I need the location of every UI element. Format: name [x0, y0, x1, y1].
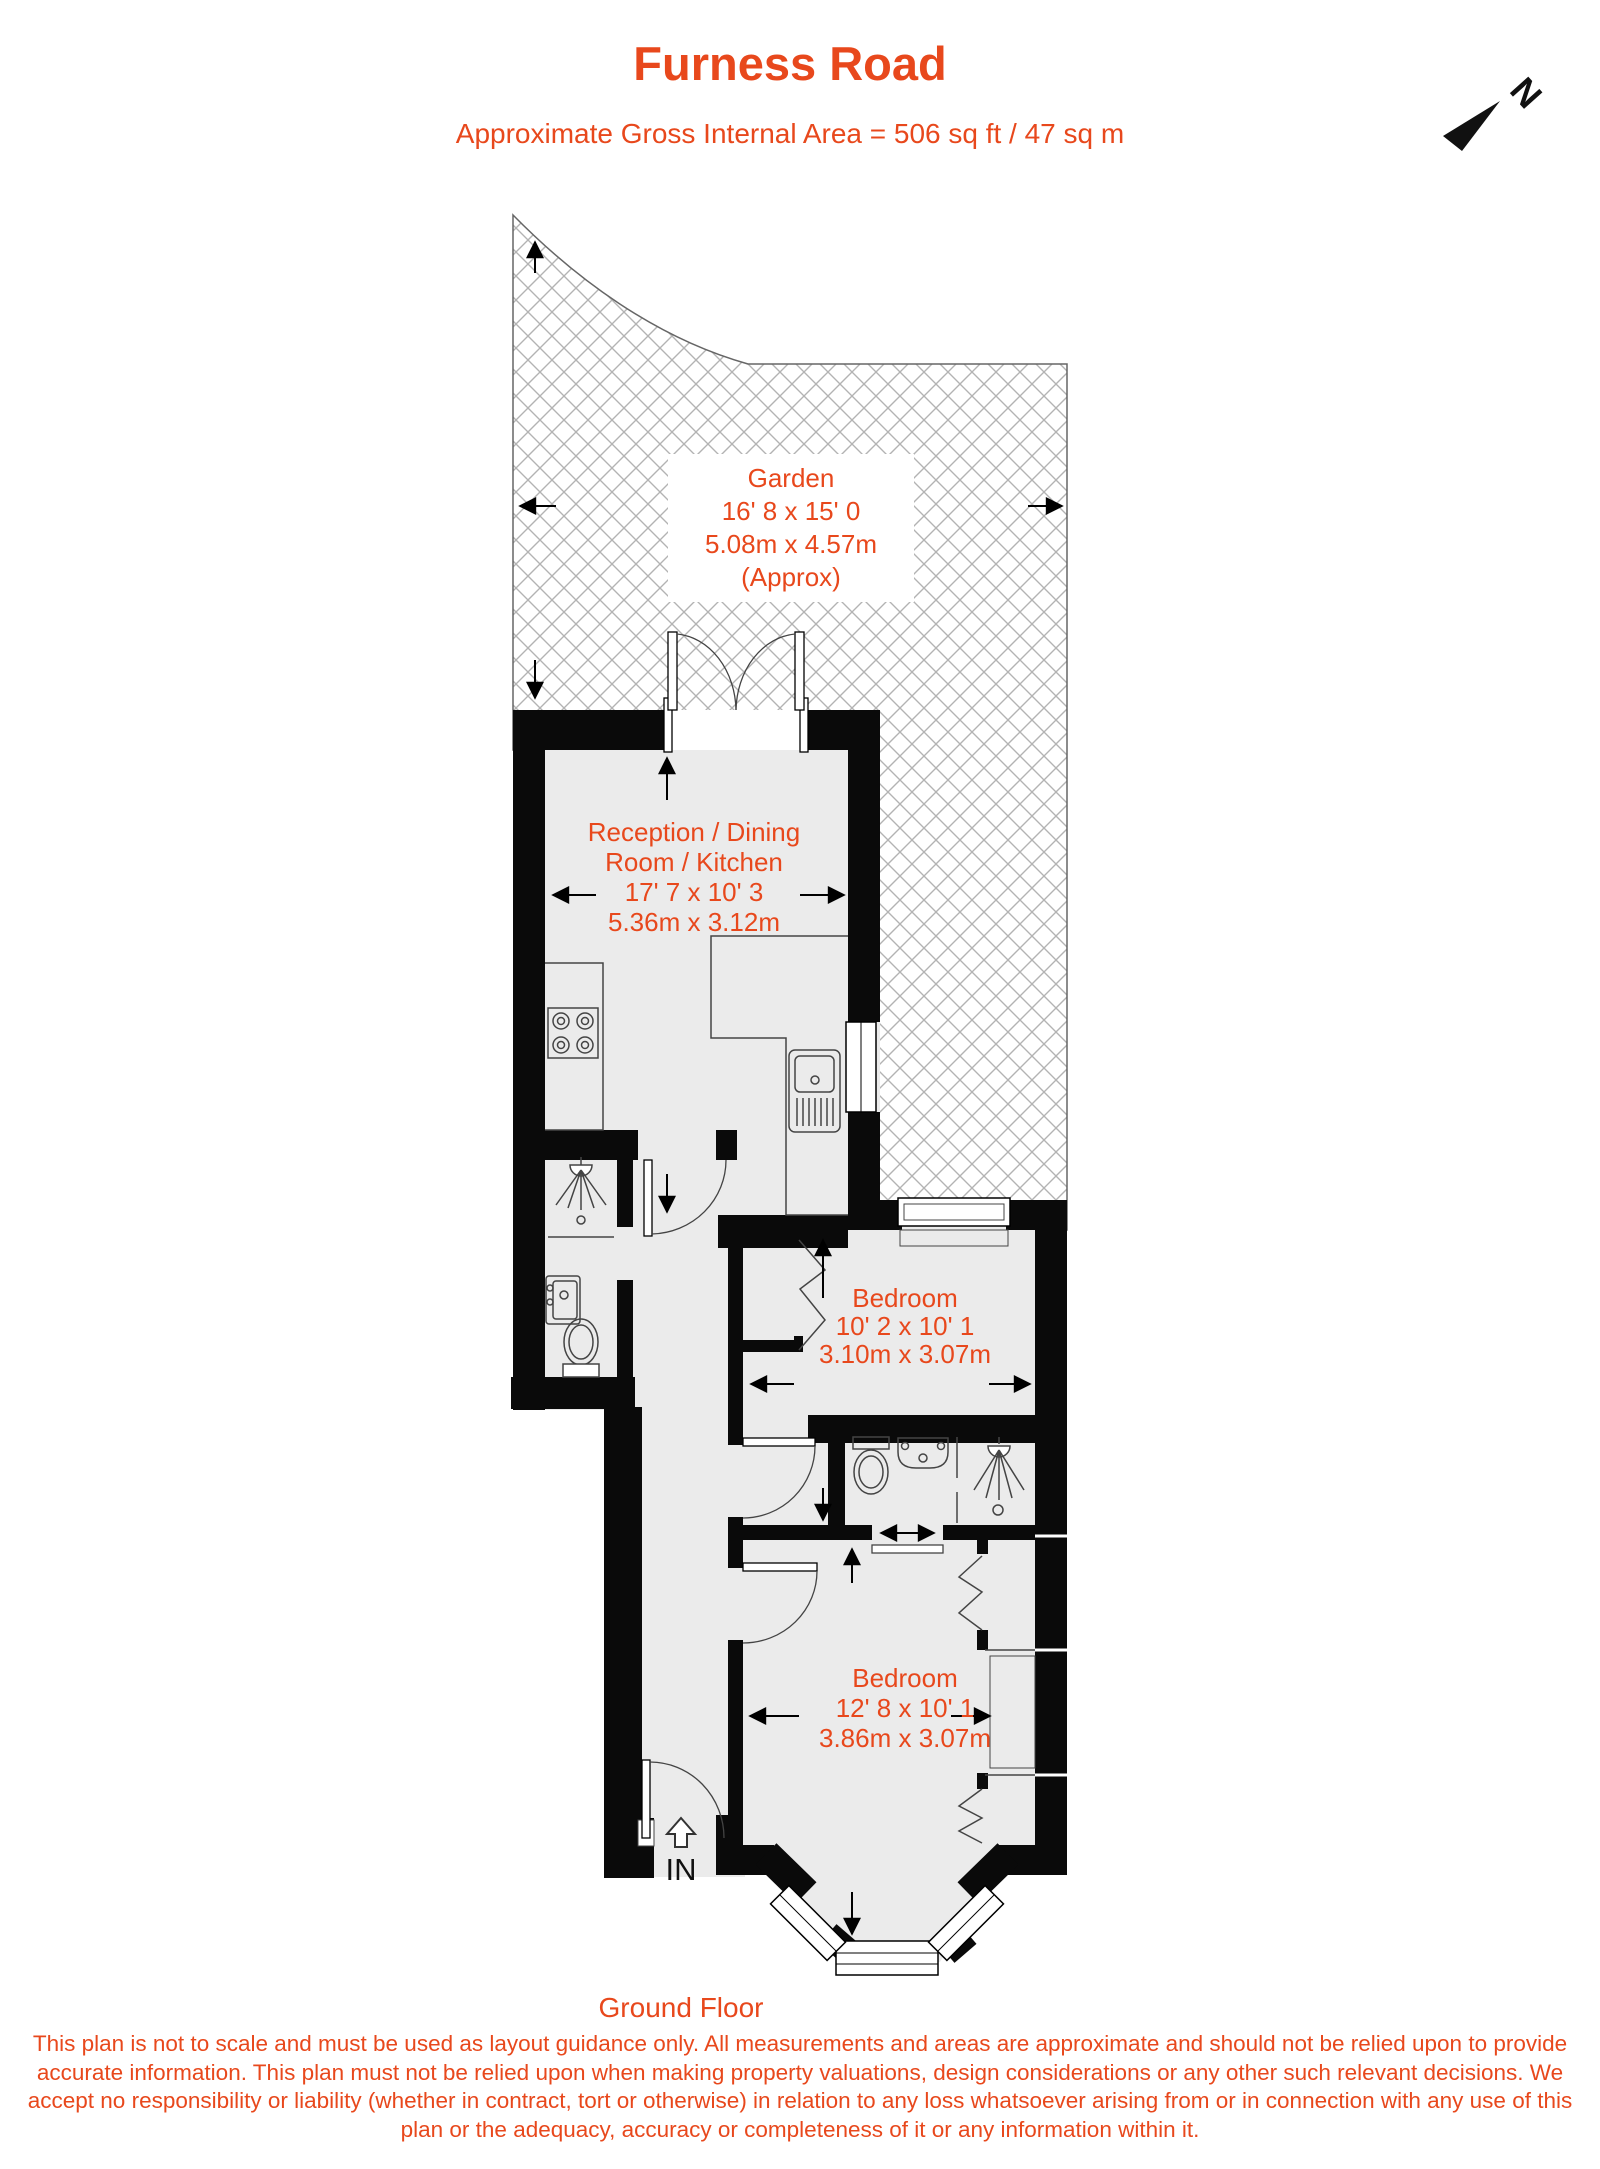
bedroom1-name: Bedroom [852, 1283, 958, 1313]
page-title: Furness Road [633, 37, 947, 90]
bedroom1-window [898, 1198, 1010, 1246]
garden-dims-metric: 5.08m x 4.57m [705, 529, 877, 559]
reception-name-2: Room / Kitchen [605, 847, 783, 877]
disclaimer-text: This plan is not to scale and must be used as layout guidance only. All measurements and areas are approximate and should not be relied upon to provide accurate information. This plan must not be relied upon when making property valuations, design considerations or any other such relevant decisions. We accept no responsibility or liability (whether in contract, tort or otherwise) in relation to any loss whatsoever arising from or in connection with any use of this plan or the adequacy, accuracy or completeness of it or any information within it. [27, 2031, 1573, 2142]
reception-dims-imperial: 17' 7 x 10' 3 [624, 877, 764, 907]
bedroom2-dims-imperial: 12' 8 x 10' 1 [835, 1693, 975, 1723]
north-label: N [1502, 69, 1551, 117]
garden-name: Garden [747, 463, 835, 493]
bedroom1-dims-imperial: 10' 2 x 10' 1 [835, 1311, 975, 1341]
in-label: IN [665, 1852, 697, 1887]
reception-dims-metric: 5.36m x 3.12m [608, 907, 780, 937]
reception-window [846, 1022, 876, 1112]
garden-approx: (Approx) [741, 562, 841, 592]
garden-dims-imperial: 16' 8 x 15' 0 [721, 496, 861, 526]
ground-floor-label: Ground Floor [598, 1992, 764, 2023]
bedroom2-dims-metric: 3.86m x 3.07m [819, 1723, 991, 1753]
reception-name-1: Reception / Dining [587, 817, 801, 847]
garden-label [668, 454, 914, 602]
bedroom2-name: Bedroom [852, 1663, 958, 1693]
north-arrow-icon [1443, 69, 1550, 151]
page-subtitle: Approximate Gross Internal Area = 506 sq ft / 47 sq m [455, 118, 1125, 149]
bedroom1-dims-metric: 3.10m x 3.07m [819, 1339, 991, 1369]
